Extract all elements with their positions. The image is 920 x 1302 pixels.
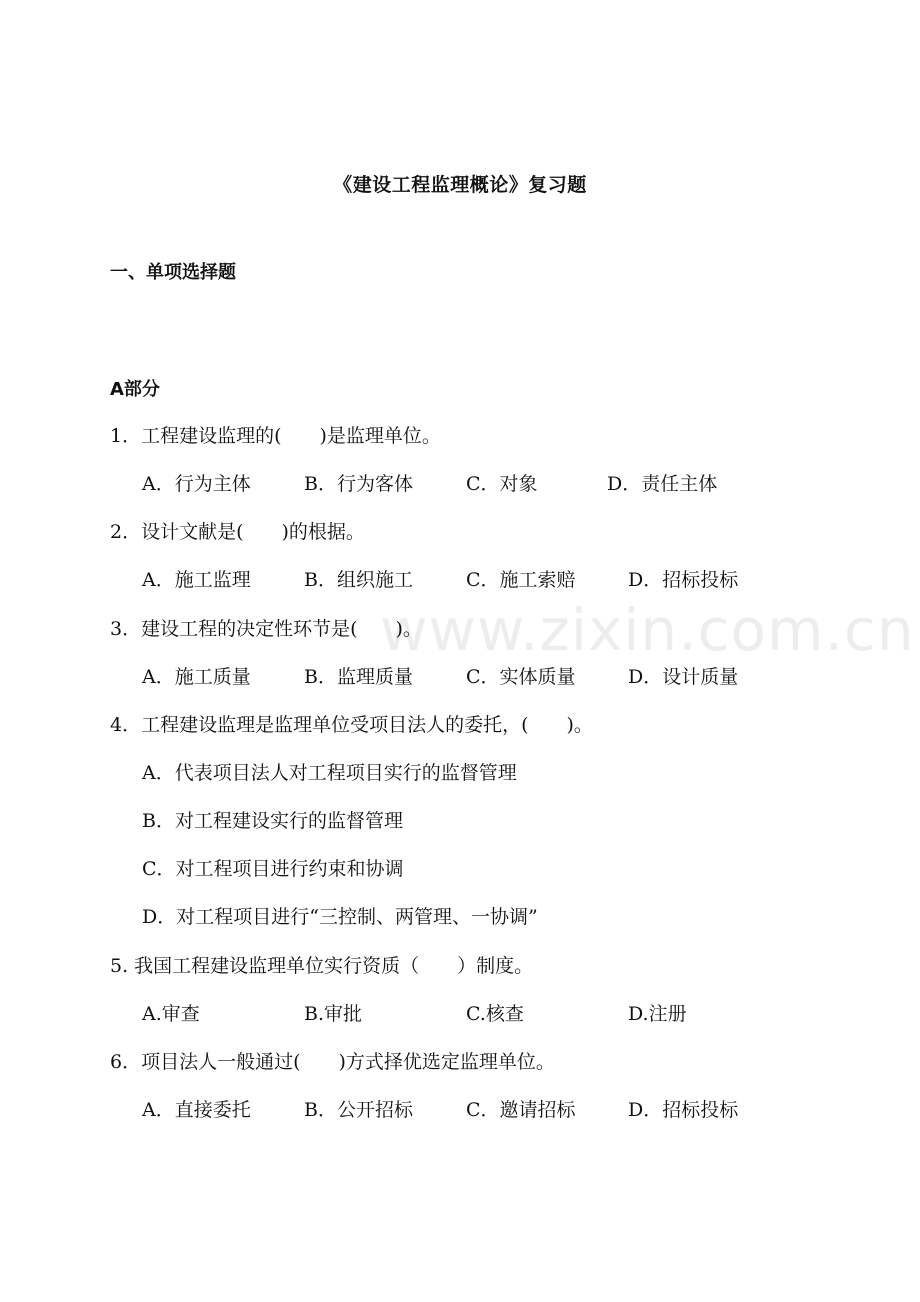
question-4-option-c: C．对工程项目进行约束和协调 [142, 858, 404, 880]
watermark: www.zixin.com.cn [380, 596, 915, 664]
question-1-option-c: C．对象 [466, 473, 538, 495]
question-5-option-b: B.审批 [304, 1003, 363, 1025]
question-3-option-c: C．实体质量 [466, 666, 576, 688]
question-6-stem: 6．项目法人一般通过( )方式择优选定监理单位。 [110, 1051, 555, 1073]
question-4-option-d: D．对工程项目进行“三控制、两管理、一协调” [142, 906, 538, 928]
question-2-stem: 2．设计文献是( )的根据。 [110, 521, 365, 543]
question-5-option-d: D.注册 [628, 1003, 687, 1025]
question-5-option-c: C.核查 [466, 1003, 524, 1025]
question-6-option-c: C．邀请招标 [466, 1099, 576, 1121]
question-6-option-b: B．公开招标 [304, 1099, 413, 1121]
question-2-option-b: B．组织施工 [304, 569, 413, 591]
question-2-option-c: C．施工索赔 [466, 569, 576, 591]
question-1-option-b: B．行为客体 [304, 473, 413, 495]
section-heading: 一、单项选择题 [110, 262, 236, 283]
question-6-option-a: A．直接委托 [142, 1099, 251, 1121]
question-3-option-a: A．施工质量 [142, 666, 251, 688]
question-1-stem: 1．工程建设监理的( )是监理单位。 [110, 425, 441, 447]
document-title: 《建设工程监理概论》复习题 [333, 174, 587, 196]
question-4-option-b: B．对工程建设实行的监督管理 [142, 810, 403, 832]
question-6-option-d: D．招标投标 [628, 1099, 739, 1121]
question-2-option-d: D．招标投标 [628, 569, 739, 591]
question-5-option-a: A.审查 [142, 1003, 200, 1025]
question-4-option-a: A．代表项目法人对工程项目实行的监督管理 [142, 762, 517, 784]
question-3-option-b: B．监理质量 [304, 666, 413, 688]
question-5-stem: 5. 我国工程建设监理单位实行资质（ ）制度。 [110, 955, 534, 977]
question-4-stem: 4．工程建设监理是监理单位受项目法人的委托，( )。 [110, 714, 593, 736]
part-heading: A部分 [110, 379, 160, 400]
question-1-option-d: D．责任主体 [607, 473, 718, 495]
question-1-option-a: A．行为主体 [142, 473, 251, 495]
question-3-stem: 3．建设工程的决定性环节是( )。 [110, 618, 422, 640]
question-3-option-d: D．设计质量 [628, 666, 739, 688]
question-2-option-a: A．施工监理 [142, 569, 251, 591]
